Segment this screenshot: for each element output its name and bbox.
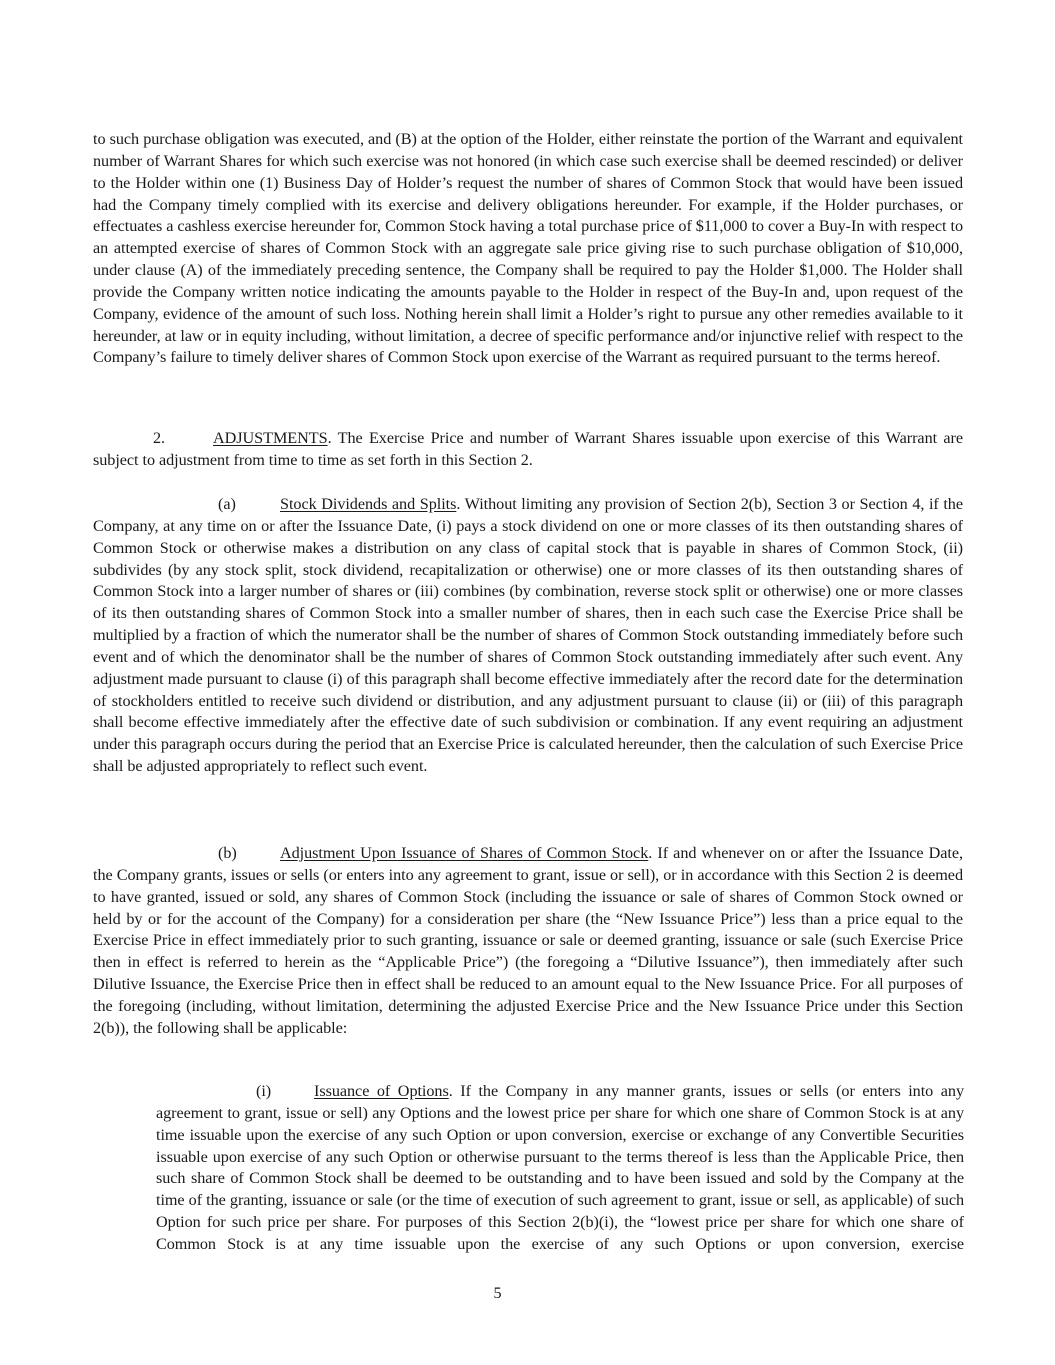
subsection-number: (b) (218, 844, 237, 862)
page-number: 5 (493, 1284, 502, 1302)
subsection-heading: Adjustment Upon Issuance of Shares of Common Stock (280, 844, 649, 862)
subsection-number: (a) (218, 495, 236, 513)
section-2a-stock-dividends (93, 494, 963, 778)
subsection-heading: Stock Dividends and Splits (280, 495, 457, 513)
subsection-text: . Without limiting any provision of Section 2(b), Section 3 or Section 4, if the Company, at any time on or after the Issuance Date, (i) pays a stock dividend on one or more classes of its then outstanding shares of Common Stock or otherwise makes a distribution on any class of capital stock that is payable in shares of Common Stock, (ii) subdivides (by any stock split, stock dividend, recapitalization or otherwise) one or more classes of its then outstanding shares of Common Stock into a larger number of shares or (iii) combines (by combination, reverse stock split or otherwise) one or more classes of its then outstanding shares of Common Stock into a smaller number of shares, then in each such case the Exercise Price shall be multiplied by a fraction of which the numerator shall be the number of shares of Common Stock outstanding immediately before such event and of which the denominator shall be the number of shares of Common Stock outstanding immediately after such event. Any adjustment made pursuant to clause (i) of this paragraph shall become effective immediately after the record date for the determination of stockholders entitled to receive such dividend or distribution, and any adjustment pursuant to clause (ii) or (iii) of this paragraph shall become effective immediately after the effective date of such subdivision or combination. If any event requiring an adjustment under this paragraph occurs during the period that an Exercise Price is calculated hereunder, then the calculation of such Exercise Price shall be adjusted appropriately to reflect such event. (93, 495, 963, 776)
section-2-adjustments (93, 428, 963, 472)
section-number: 2. (153, 429, 166, 447)
clause-heading: Issuance of Options (314, 1082, 449, 1100)
section-2b-i-issuance-of-options (156, 1081, 964, 1256)
section-heading: ADJUSTMENTS (213, 429, 328, 447)
clause-number: (i) (256, 1082, 272, 1100)
subsection-text: . If and whenever on or after the Issuance Date, the Company grants, issues or sells (or enters into any agreement to grant, issue or sell), or in accordance with this Section 2 is deemed to have granted, issued or sold, any shares of Common Stock (including the issuance or sale of shares of Common Stock owned or held by or for the account of the Company) for a consideration per share (the “New Issuance Price”) less than a price equal to the Exercise Price in effect immediately prior to such granting, issuance or sale or deemed granting, issuance or sale (such Exercise Price then in effect is referred to herein as the “Applicable Price”) (the foregoing a “Dilutive Issuance”), then immediately after such Dilutive Issuance, the Exercise Price then in effect shall be reduced to an amount equal to the New Issuance Price. For all purposes of the foregoing (including, without limitation, determining the adjusted Exercise Price and the New Issuance Price under this Section 2(b)), the following shall be applicable: (93, 844, 963, 1037)
section-text: . The Exercise Price and number of Warrant Shares issuable upon exercise of this Warrant are subject to adjustment from time to time as set forth in this Section 2. (93, 429, 963, 469)
clause-text: . If the Company in any manner grants, issues or sells (or enters into any agreement to grant, issue or sell) any Options and the lowest price per share for which one share of Common Stock is at any time issuable upon the exercise of any such Option or upon conversion, exercise or exchange of any Convertible Securities issuable upon exercise of any such Option or otherwise pursuant to the terms thereof is less than the Applicable Price, then such share of Common Stock shall be deemed to be outstanding and to have been issued and sold by the Company at the time of the granting, issuance or sale (or the time of execution of such agreement to grant, issue or sell, as applicable) of such Option for such price per share. For purposes of this Section 2(b)(i), the “lowest price per share for which one share of Common Stock is at any time issuable upon the exercise of any such Options or upon conversion, exercise (156, 1082, 964, 1253)
section-2b-adjustment-upon-issuance (93, 843, 963, 1040)
continuation-paragraph: to such purchase obligation was executed, and (B) at the option of the Holder, either reinstate the portion of the Warrant and equivalent number of Warrant Shares for which such exercise was not honored (in which case such exercise shall be deemed rescinded) or deliver to the Holder within one (1) Business Day of Holder’s request the number of shares of Common Stock that would have been issued had the Company timely complied with its exercise and delivery obligations hereunder. For example, if the Holder purchases, or effectuates a cashless exercise hereunder for, Common Stock having a total purchase price of $11,000 to cover a Buy-In with respect to an attempted exercise of shares of Common Stock with an aggregate sale price giving rise to such purchase obligation of $10,000, under clause (A) of the immediately preceding sentence, the Company shall be required to pay the Holder $1,000. The Holder shall provide the Company written notice indicating the amounts payable to the Holder in respect of the Buy-In and, upon request of the Company, evidence of the amount of such loss. Nothing herein shall limit a Holder’s right to pursue any other remedies available to it hereunder, at law or in equity including, without limitation, a decree of specific performance and/or injunctive relief with respect to the Company’s failure to timely deliver shares of Common Stock upon exercise of the Warrant as required pursuant to the terms hereof. (93, 130, 963, 367)
